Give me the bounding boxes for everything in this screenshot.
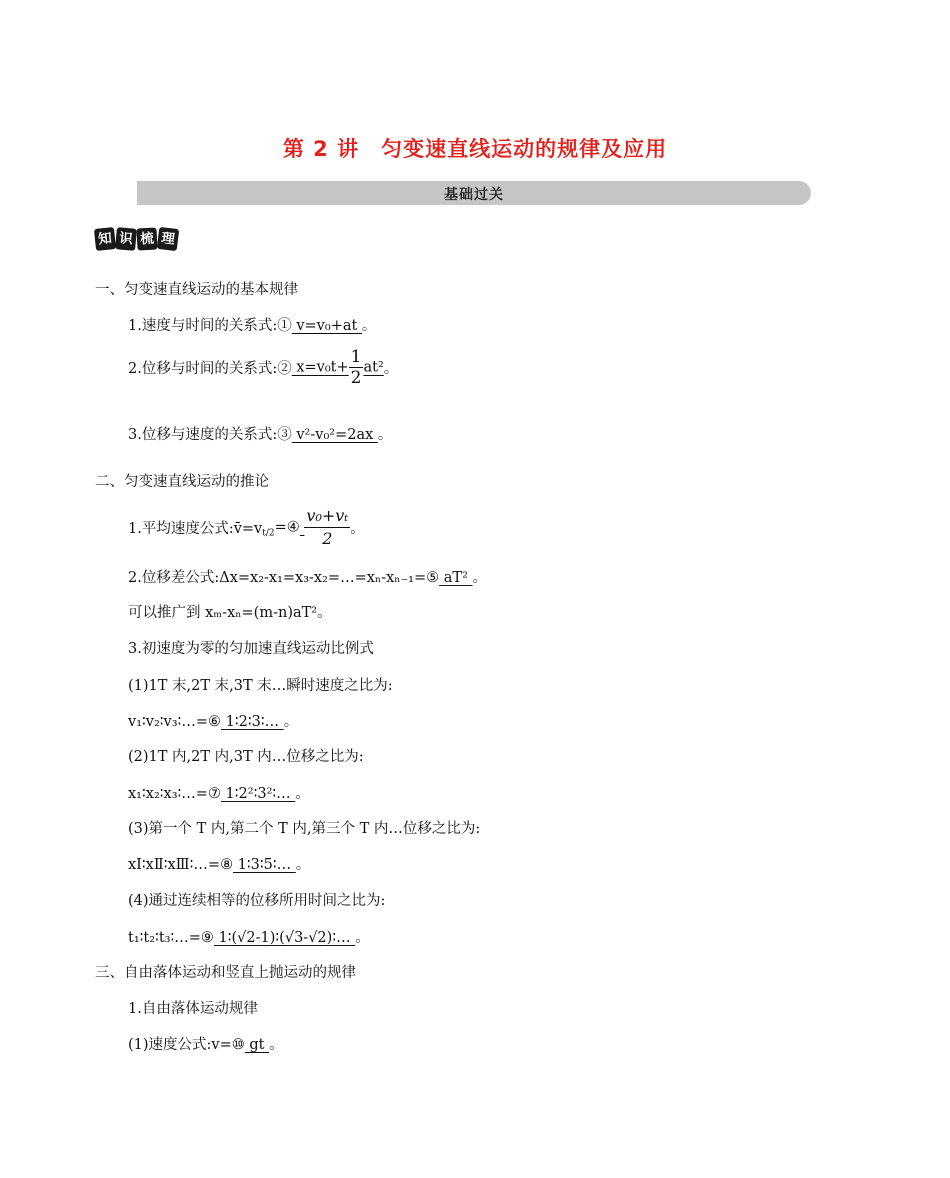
- formula-line: t₁∶t₂∶t₃∶…=⑨ 1∶(√2-1)∶(√3-√2)∶… 。: [128, 930, 370, 946]
- formula-line: x₁∶x₂∶x₃∶…=⑦ 1∶2²∶3²∶… 。: [128, 786, 310, 802]
- text-line: (3)第一个 T 内,第二个 T 内,第三个 T 内…位移之比为:: [128, 821, 481, 837]
- badge-char: 梳: [136, 227, 157, 250]
- page-title: 第 2 讲 匀变速直线运动的规律及应用: [282, 137, 668, 161]
- text-line: (1)1T 末,2T 末,3T 末…瞬时速度之比为:: [128, 678, 393, 694]
- formula-line: 2.位移差公式:Δx=x₂-x₁=x₃-x₂=…=xₙ-xₙ₋₁=⑤ aT² 。: [128, 570, 488, 586]
- badge-char: 识: [115, 227, 137, 251]
- text-line: (4)通过连续相等的位移所用时间之比为:: [128, 893, 386, 909]
- text-line: 1.自由落体运动规律: [128, 1001, 258, 1017]
- text-line: 可以推广到 xₘ-xₙ=(m-n)aT²。: [128, 605, 332, 621]
- text-line: (2)1T 内,2T 内,3T 内…位移之比为:: [128, 749, 364, 765]
- formula-line: xⅠ∶xⅡ∶xⅢ∶…=⑧ 1∶3∶5∶… 。: [128, 857, 311, 873]
- formula-line: 2.位移与时间的关系式:② x=v₀t+ $\frac{1}{2}$ at²。: [128, 347, 399, 388]
- formula-line: 1.速度与时间的关系式:① v=v₀+at 。: [128, 318, 377, 334]
- text-line: 3.初速度为零的匀加速直线运动比例式: [128, 641, 374, 657]
- section-banner: [137, 181, 811, 205]
- section-heading: 一、匀变速直线运动的基本规律: [95, 282, 298, 298]
- section-heading: 二、匀变速直线运动的推论: [95, 474, 269, 490]
- formula-line: v₁∶v₂∶v₃∶…=⑥ 1∶2∶3∶… 。: [128, 714, 299, 730]
- badge-char: 理: [157, 227, 180, 251]
- formula-line: (1)速度公式:v=⑩ gt 。: [128, 1037, 284, 1053]
- badge-char: 知: [94, 227, 116, 251]
- formula-line: 3.位移与速度的关系式:③ v²-v₀²=2ax 。: [128, 427, 393, 443]
- formula-line: 1.平均速度公式$:v̄=v_{t/2}=④$ $\frac{\text{v₀+vₜ}}{2}$ 。: [128, 506, 365, 548]
- knowledge-badge: [95, 228, 178, 250]
- section-heading: 三、自由落体运动和竖直上抛运动的规律: [95, 965, 356, 981]
- banner-label: 基础过关: [444, 187, 504, 203]
